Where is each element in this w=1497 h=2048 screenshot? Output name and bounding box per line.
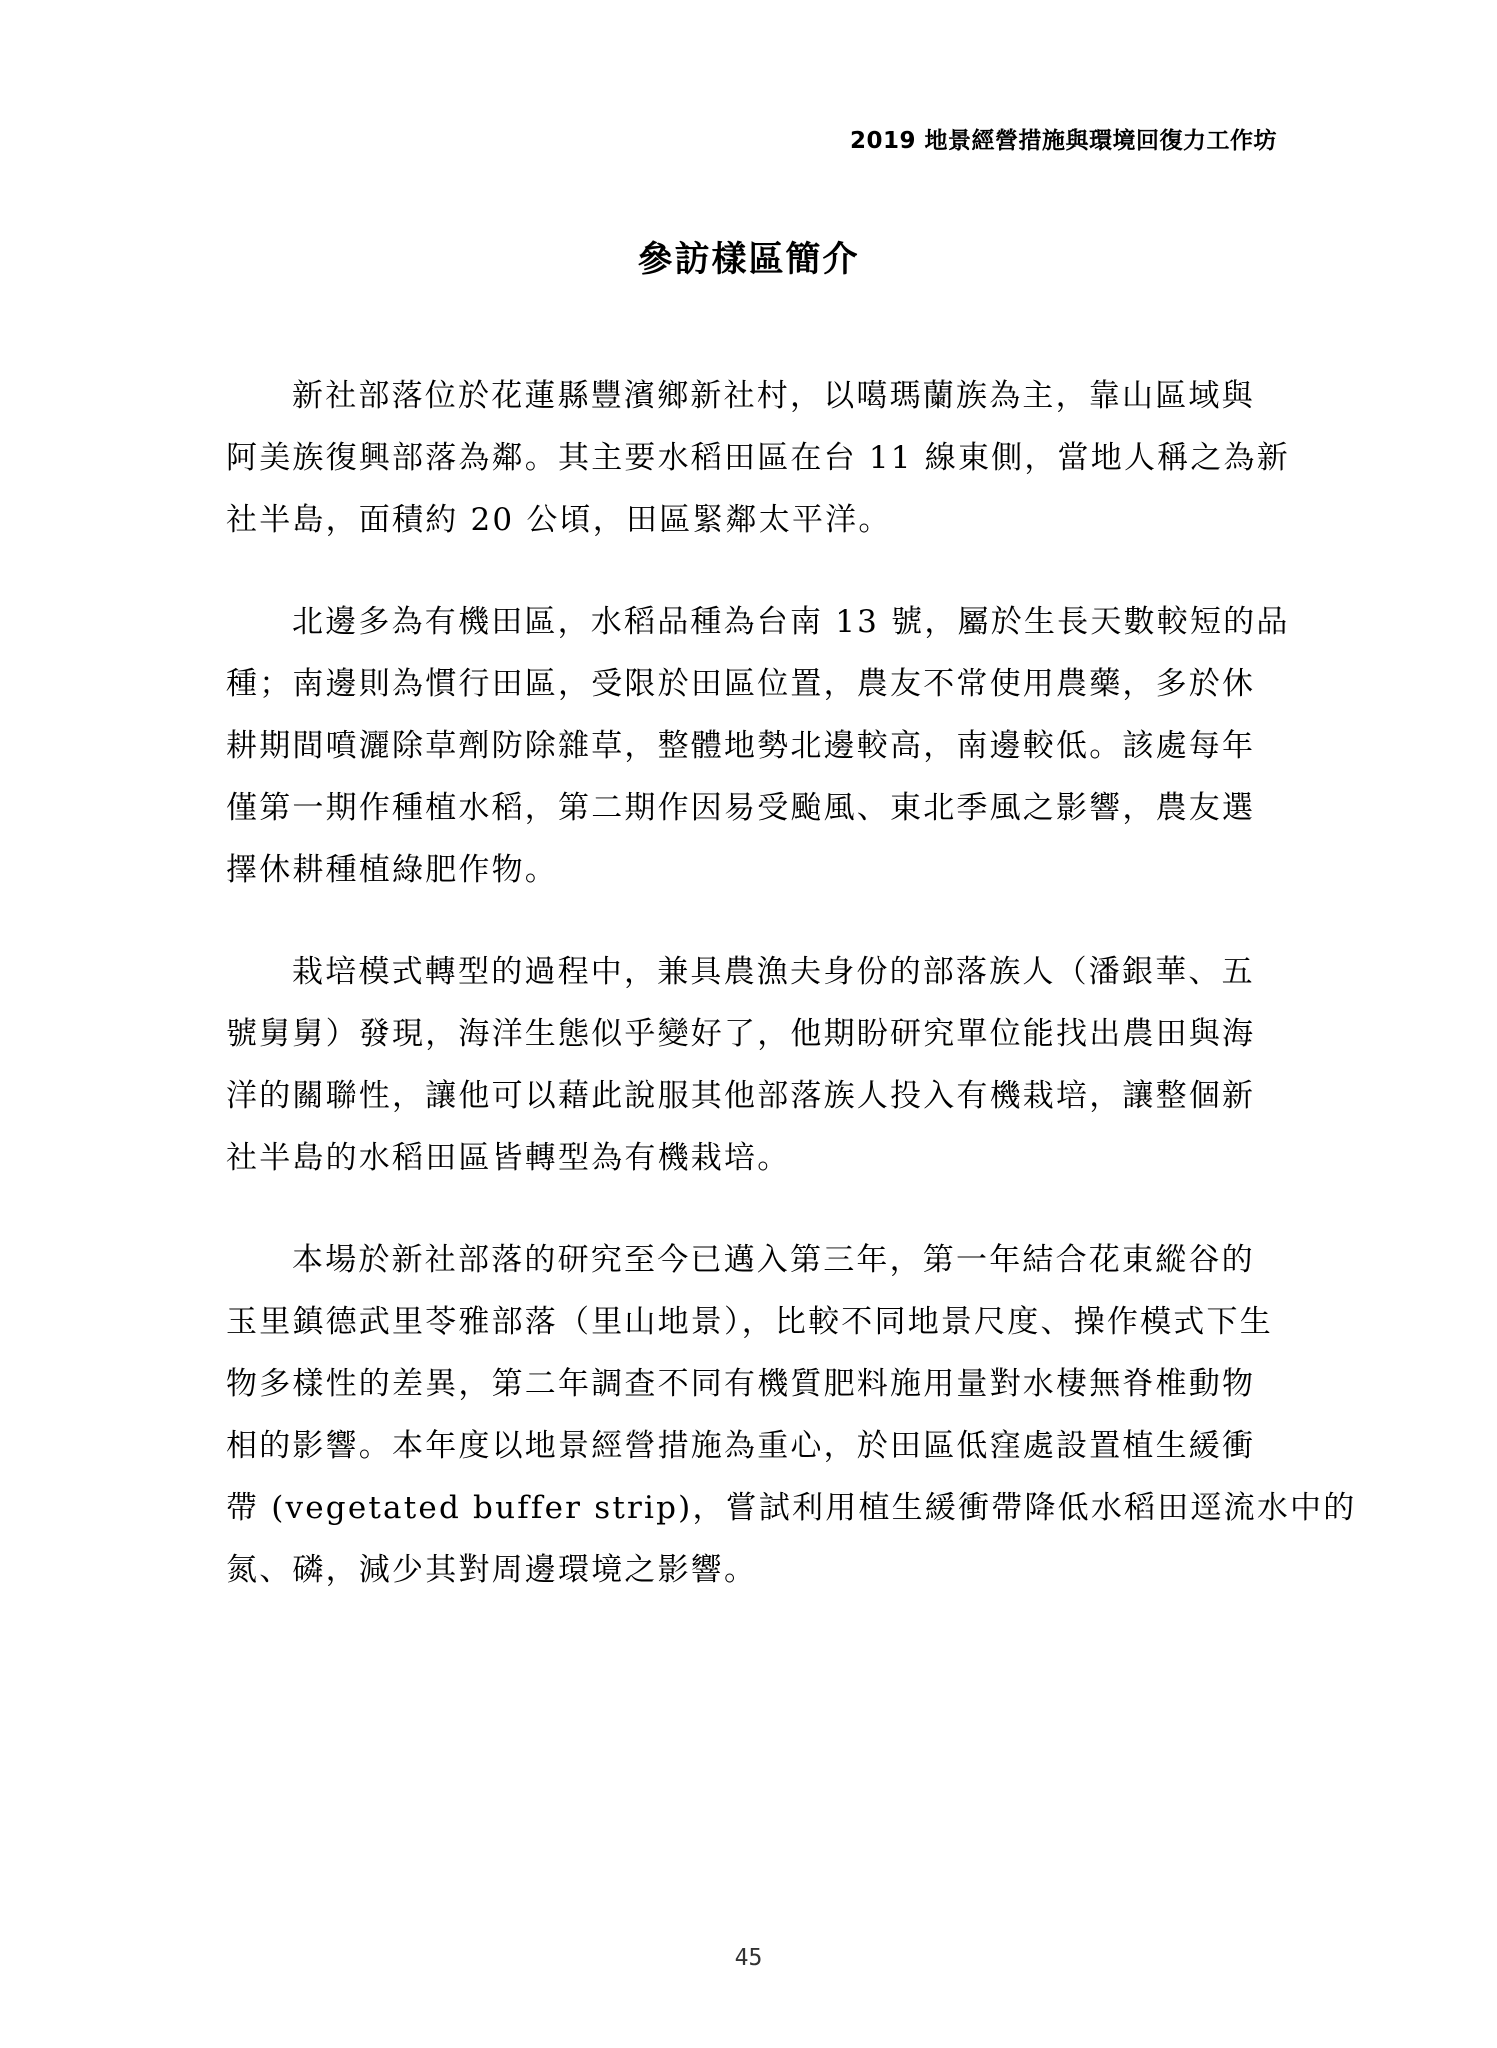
paragraph-line: 號舅舅）發現，海洋生態似乎變好了，他期盼研究單位能找出農田與海: [226, 1016, 1256, 1052]
paragraph-line: 擇休耕種植綠肥作物。: [226, 852, 558, 888]
paragraph-line: 耕期間噴灑除草劑防除雜草，整體地勢北邊較高，南邊較低。該處每年: [226, 728, 1256, 764]
paragraph-line: 新社部落位於花蓮縣豐濱鄉新社村，以噶瑪蘭族為主，靠山區域與: [292, 378, 1255, 414]
running-header: 2019 地景經營措施與環境回復力工作坊: [849, 128, 1277, 154]
paragraph-line: 帶 (vegetated buffer strip)，嘗試利用植生緩衝帶降低水稻田逕流水中的: [226, 1490, 1357, 1526]
paragraph-line: 玉里鎮德武里苓雅部落（里山地景），比較不同地景尺度、操作模式下生: [226, 1304, 1273, 1340]
paragraph-line: 物多樣性的差異，第二年調查不同有機質肥料施用量對水棲無脊椎動物: [226, 1366, 1256, 1402]
page-number: 45: [734, 1945, 763, 1971]
paragraph-line: 本場於新社部落的研究至今已邁入第三年，第一年結合花東縱谷的: [292, 1242, 1255, 1278]
paragraph-line: 社半島的水稻田區皆轉型為有機栽培。: [226, 1140, 791, 1176]
paragraph-4: [226, 1229, 1357, 1601]
body-text: [226, 365, 1357, 1641]
paragraph-line: 栽培模式轉型的過程中，兼具農漁夫身份的部落族人（潘銀華、五: [292, 954, 1255, 990]
paragraph-line: 氮、磷，減少其對周邊環境之影響。: [226, 1552, 758, 1588]
paragraph-1: [226, 365, 1290, 551]
page-title: 參訪樣區簡介: [637, 239, 860, 280]
paragraph-line: 僅第一期作種植水稻，第二期作因易受颱風、東北季風之影響，農友選: [226, 790, 1256, 826]
paragraph-2: [226, 591, 1290, 901]
paragraph-line: 阿美族復興部落為鄰。其主要水稻田區在台 11 線東側，當地人稱之為新: [226, 440, 1290, 476]
paragraph-line: 北邊多為有機田區，水稻品種為台南 13 號，屬於生長天數較短的品: [292, 604, 1290, 640]
paragraph-line: 種；南邊則為慣行田區，受限於田區位置，農友不常使用農藥，多於休: [226, 666, 1256, 702]
paragraph-line: 社半島，面積約 20 公頃，田區緊鄰太平洋。: [226, 502, 892, 538]
paragraph-line: 相的影響。本年度以地景經營措施為重心，於田區低窪處設置植生緩衝: [226, 1428, 1256, 1464]
paragraph-line: 洋的關聯性，讓他可以藉此說服其他部落族人投入有機栽培，讓整個新: [226, 1078, 1256, 1114]
paragraph-3: [226, 941, 1286, 1189]
